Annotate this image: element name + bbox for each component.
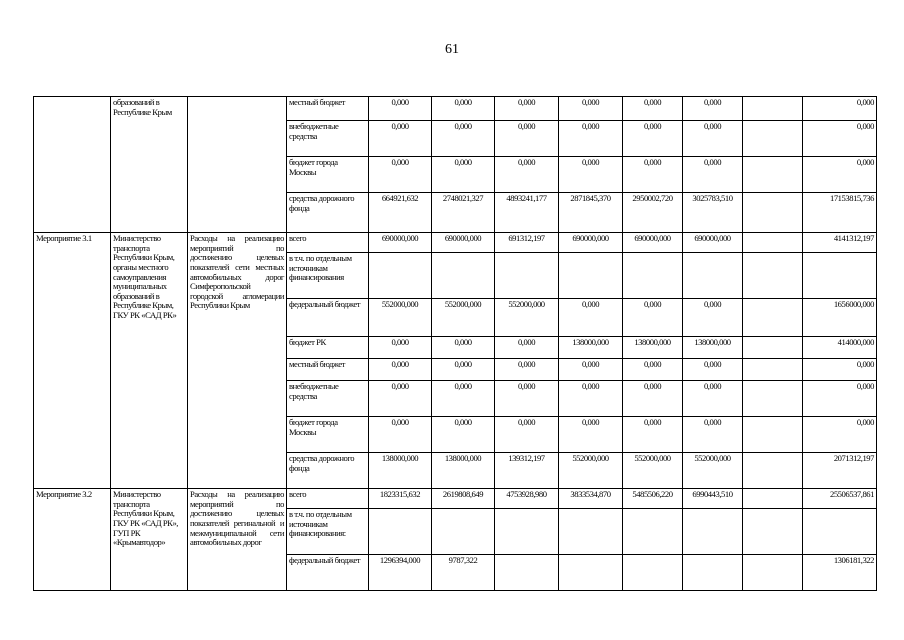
funding-source-cell: в т.ч. по отдельным источникам финансирования	[287, 253, 369, 299]
year-value-cell: 4893241,177	[495, 193, 559, 233]
funding-source-cell: всего	[287, 233, 369, 253]
total-cell: 1306181,322	[803, 555, 877, 591]
year-value-cell: 0,000	[623, 121, 683, 157]
year-value-cell: 138000,000	[559, 337, 623, 359]
year-value-cell: 690000,000	[369, 233, 432, 253]
year-value-cell: 0,000	[495, 97, 559, 121]
year-value-cell: 0,000	[683, 359, 743, 381]
total-cell: 414000,000	[803, 337, 877, 359]
funding-source-cell: местный бюджет	[287, 97, 369, 121]
funding-source-cell: федеральный бюджет	[287, 555, 369, 591]
year-value-cell: 0,000	[623, 417, 683, 453]
funding-source-cell: в т.ч. по отдельным источникам финансирования:	[287, 509, 369, 555]
year-value-cell: 0,000	[495, 359, 559, 381]
year-value-cell	[743, 299, 803, 337]
year-value-cell: 0,000	[432, 97, 495, 121]
year-value-cell	[743, 337, 803, 359]
year-value-cell: 0,000	[432, 381, 495, 417]
year-value-cell: 552000,000	[495, 299, 559, 337]
year-value-cell: 0,000	[623, 381, 683, 417]
year-value-cell: 6990443,510	[683, 489, 743, 509]
year-value-cell: 0,000	[432, 337, 495, 359]
funding-source-cell: бюджет города Москвы	[287, 417, 369, 453]
year-value-cell	[683, 509, 743, 555]
event-name-cell	[34, 97, 111, 233]
year-value-cell: 0,000	[683, 97, 743, 121]
total-cell	[803, 509, 877, 555]
year-value-cell: 138000,000	[369, 453, 432, 489]
table-row	[34, 233, 877, 253]
table-row	[34, 489, 877, 509]
year-value-cell	[743, 453, 803, 489]
year-value-cell: 690000,000	[559, 233, 623, 253]
total-cell: 0,000	[803, 417, 877, 453]
year-value-cell: 0,000	[559, 417, 623, 453]
funding-source-cell: всего	[287, 489, 369, 509]
year-value-cell	[743, 97, 803, 121]
total-cell: 0,000	[803, 157, 877, 193]
year-value-cell: 690000,000	[432, 233, 495, 253]
year-value-cell	[623, 555, 683, 591]
funding-source-cell: местный бюджет	[287, 359, 369, 381]
year-value-cell	[495, 253, 559, 299]
year-value-cell	[683, 555, 743, 591]
year-value-cell	[743, 253, 803, 299]
page-number: 61	[445, 42, 459, 57]
year-value-cell	[559, 509, 623, 555]
year-value-cell: 552000,000	[623, 453, 683, 489]
year-value-cell: 0,000	[495, 121, 559, 157]
year-value-cell	[559, 253, 623, 299]
total-cell: 0,000	[803, 121, 877, 157]
year-value-cell: 0,000	[623, 157, 683, 193]
year-value-cell: 0,000	[623, 359, 683, 381]
funding-source-cell: средства дорожного фонда	[287, 453, 369, 489]
year-value-cell	[683, 253, 743, 299]
year-value-cell: 0,000	[369, 417, 432, 453]
year-value-cell: 0,000	[369, 381, 432, 417]
year-value-cell: 0,000	[495, 157, 559, 193]
year-value-cell: 0,000	[559, 381, 623, 417]
financing-table	[33, 96, 877, 591]
year-value-cell: 2950002,720	[623, 193, 683, 233]
executor-cell: Министерство транспорта Республики Крым, ГКУ РК «САД РК», ГУП РК «Крымавтодор»	[111, 489, 188, 591]
funding-source-cell: бюджет города Москвы	[287, 157, 369, 193]
executor-cell: образований в Республике Крым	[111, 97, 188, 233]
funding-source-cell: средства дорожного фонда	[287, 193, 369, 233]
year-value-cell	[743, 417, 803, 453]
year-value-cell	[369, 509, 432, 555]
event-name-cell: Мероприятие 3.2	[34, 489, 111, 591]
year-value-cell: 0,000	[683, 299, 743, 337]
year-value-cell: 0,000	[369, 157, 432, 193]
year-value-cell: 0,000	[559, 121, 623, 157]
description-cell	[188, 97, 287, 233]
year-value-cell: 0,000	[683, 157, 743, 193]
year-value-cell: 2871845,370	[559, 193, 623, 233]
funding-source-cell: бюджет РК	[287, 337, 369, 359]
year-value-cell: 664921,632	[369, 193, 432, 233]
year-value-cell: 4753928,980	[495, 489, 559, 509]
year-value-cell: 3833534,870	[559, 489, 623, 509]
total-cell	[803, 253, 877, 299]
year-value-cell: 0,000	[683, 381, 743, 417]
year-value-cell: 552000,000	[369, 299, 432, 337]
year-value-cell: 0,000	[369, 121, 432, 157]
year-value-cell	[743, 157, 803, 193]
funding-source-cell: внебюджетные средства	[287, 121, 369, 157]
year-value-cell: 138000,000	[432, 453, 495, 489]
year-value-cell	[432, 509, 495, 555]
year-value-cell	[495, 555, 559, 591]
year-value-cell: 0,000	[369, 97, 432, 121]
year-value-cell: 1823315,632	[369, 489, 432, 509]
description-cell: Расходы на реализацию мероприятий по достижению целевых показателей сети местных автомобильных дорог Симферопольской городской агломерации Республики Крым	[188, 233, 287, 489]
year-value-cell: 0,000	[559, 157, 623, 193]
year-value-cell	[369, 253, 432, 299]
year-value-cell: 0,000	[369, 337, 432, 359]
year-value-cell: 0,000	[432, 417, 495, 453]
funding-source-cell: внебюджетные средства	[287, 381, 369, 417]
year-value-cell	[743, 489, 803, 509]
total-cell: 25506537,861	[803, 489, 877, 509]
year-value-cell: 5485506,220	[623, 489, 683, 509]
year-value-cell	[743, 193, 803, 233]
year-value-cell: 552000,000	[432, 299, 495, 337]
year-value-cell: 552000,000	[559, 453, 623, 489]
year-value-cell	[743, 555, 803, 591]
year-value-cell: 690000,000	[623, 233, 683, 253]
year-value-cell	[432, 253, 495, 299]
year-value-cell: 0,000	[495, 417, 559, 453]
year-value-cell	[743, 233, 803, 253]
year-value-cell: 691312,197	[495, 233, 559, 253]
year-value-cell: 138000,000	[623, 337, 683, 359]
year-value-cell: 2748021,327	[432, 193, 495, 233]
funding-source-cell: федеральный бюджет	[287, 299, 369, 337]
year-value-cell: 690000,000	[683, 233, 743, 253]
year-value-cell: 0,000	[623, 299, 683, 337]
event-name-cell: Мероприятие 3.1	[34, 233, 111, 489]
total-cell: 0,000	[803, 359, 877, 381]
year-value-cell	[743, 121, 803, 157]
description-cell: Расходы на реализацию мероприятий по достижению целевых показателей регинальной и межмуниципальной сети автомобильных дорог	[188, 489, 287, 591]
executor-cell: Министерство транспорта Республики Крым, органы местного самоуправления муниципальных образований в Республике Крым, ГКУ РК «САД РК»	[111, 233, 188, 489]
year-value-cell	[623, 509, 683, 555]
total-cell: 17153815,736	[803, 193, 877, 233]
year-value-cell: 0,000	[559, 97, 623, 121]
year-value-cell: 0,000	[683, 417, 743, 453]
year-value-cell: 0,000	[559, 359, 623, 381]
total-cell: 4141312,197	[803, 233, 877, 253]
year-value-cell	[559, 555, 623, 591]
year-value-cell: 2619808,649	[432, 489, 495, 509]
year-value-cell: 0,000	[495, 337, 559, 359]
year-value-cell: 552000,000	[683, 453, 743, 489]
year-value-cell: 0,000	[369, 359, 432, 381]
year-value-cell: 0,000	[623, 97, 683, 121]
year-value-cell: 9787,322	[432, 555, 495, 591]
year-value-cell: 1296394,000	[369, 555, 432, 591]
year-value-cell: 0,000	[683, 121, 743, 157]
total-cell: 0,000	[803, 97, 877, 121]
total-cell: 1656000,000	[803, 299, 877, 337]
year-value-cell: 0,000	[432, 359, 495, 381]
year-value-cell: 3025783,510	[683, 193, 743, 233]
year-value-cell	[623, 253, 683, 299]
year-value-cell	[495, 509, 559, 555]
year-value-cell: 138000,000	[683, 337, 743, 359]
total-cell: 2071312,197	[803, 453, 877, 489]
year-value-cell: 0,000	[495, 381, 559, 417]
year-value-cell: 0,000	[432, 121, 495, 157]
year-value-cell	[743, 381, 803, 417]
table-row	[34, 97, 877, 121]
year-value-cell	[743, 509, 803, 555]
year-value-cell	[743, 359, 803, 381]
year-value-cell: 0,000	[432, 157, 495, 193]
year-value-cell: 139312,197	[495, 453, 559, 489]
year-value-cell: 0,000	[559, 299, 623, 337]
total-cell: 0,000	[803, 381, 877, 417]
